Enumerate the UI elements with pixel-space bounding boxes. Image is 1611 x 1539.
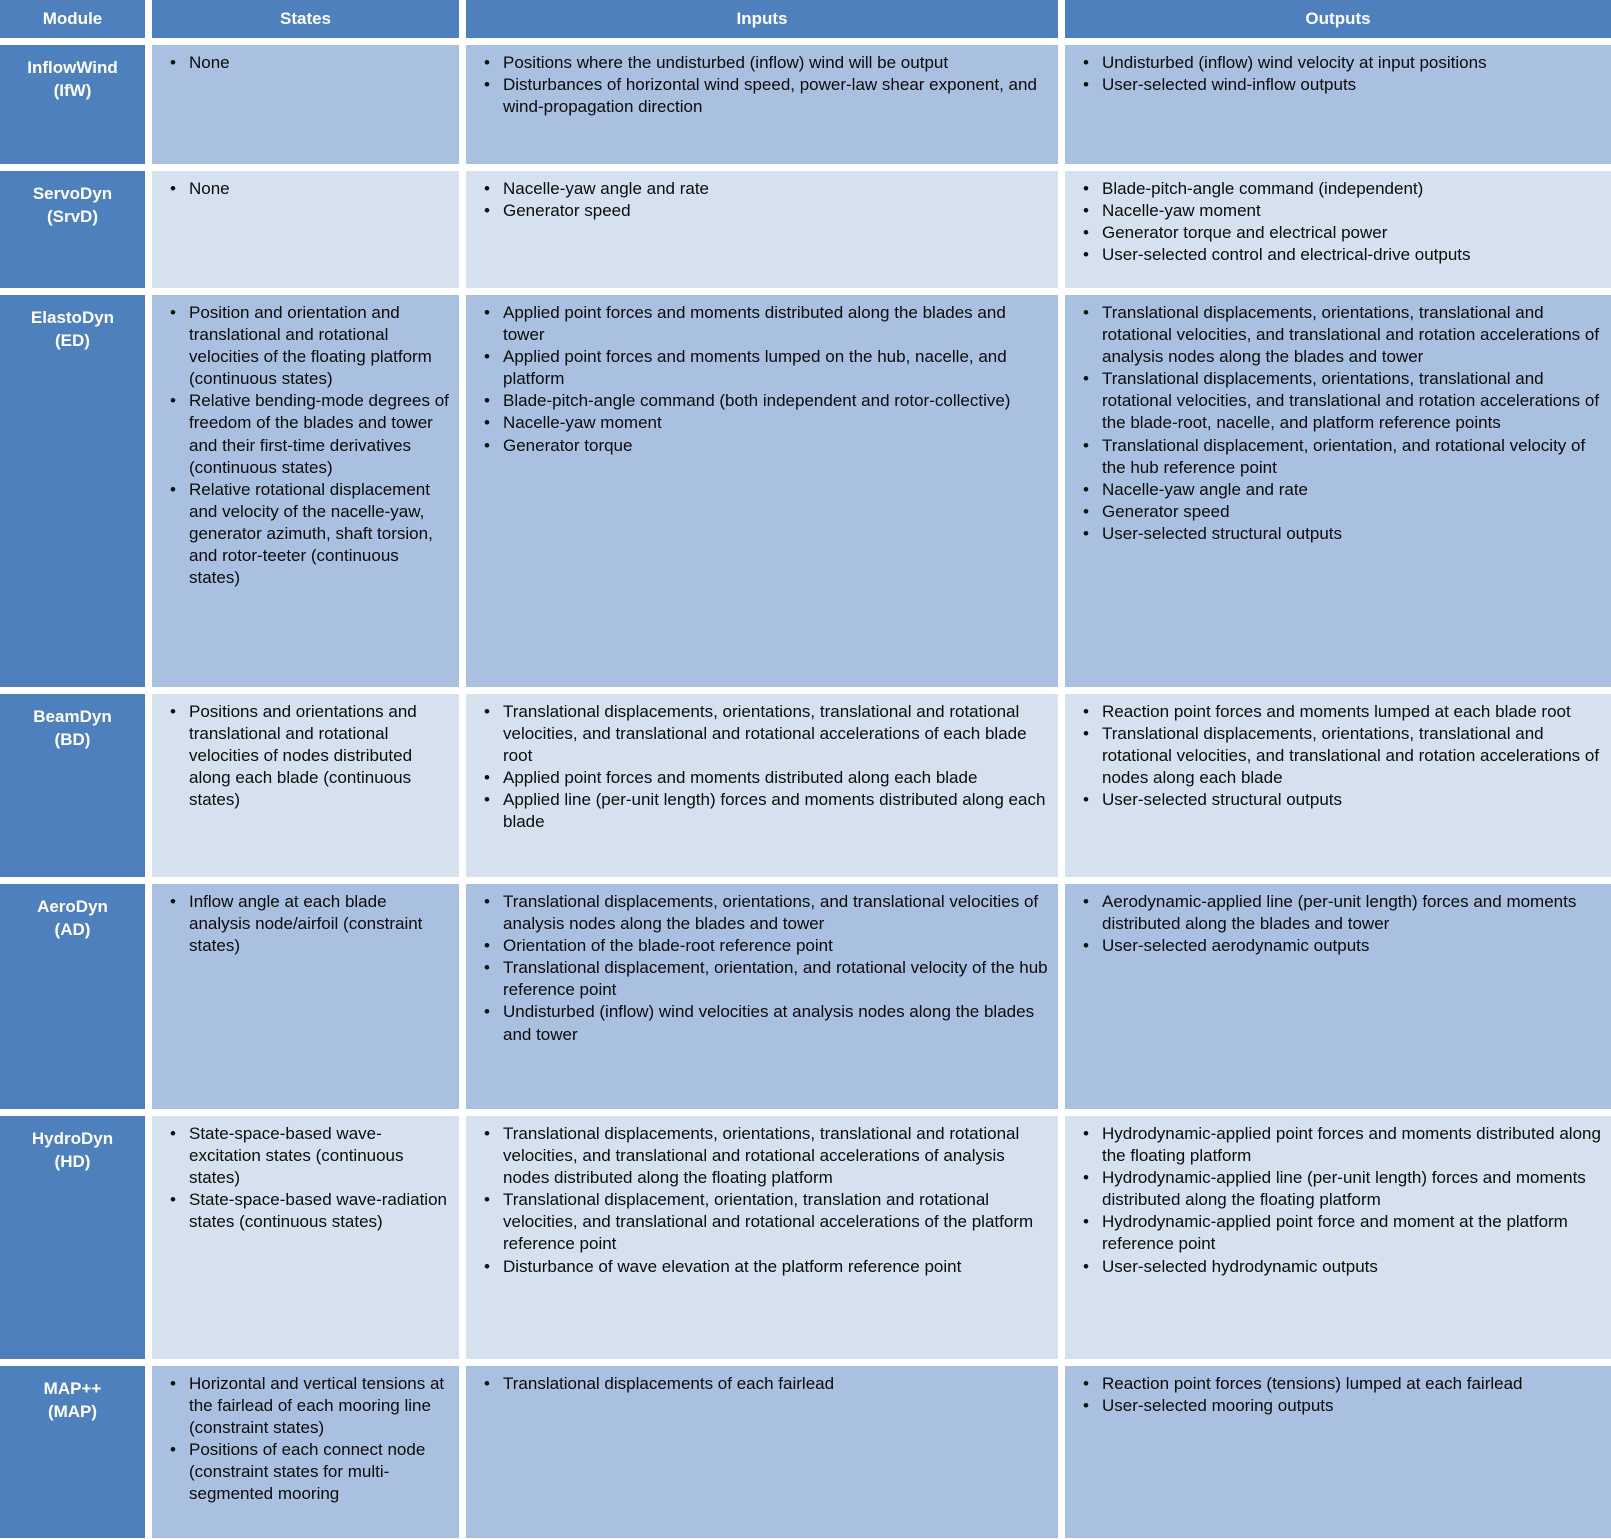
bullet-item: • User-selected mooring outputs <box>1075 1395 1603 1417</box>
bullet-item: • Hydrodynamic-applied point forces and moments distributed along the floating platform <box>1075 1123 1603 1167</box>
bullet-item: • Applied point forces and moments distributed along each blade <box>476 767 1050 789</box>
states-cell <box>152 295 459 687</box>
outputs-list <box>1075 701 1603 811</box>
inputs-list <box>476 178 1050 222</box>
inputs-list <box>476 1123 1050 1278</box>
outputs-cell <box>1065 884 1611 1109</box>
inputs-cell <box>466 295 1058 687</box>
table-row-elastodyn <box>0 295 1611 687</box>
bullet-item: • Nacelle-yaw moment <box>476 412 1050 434</box>
inputs-cell <box>466 884 1058 1109</box>
module-abbr: (HD) <box>54 1151 91 1171</box>
states-cell <box>152 45 459 164</box>
bullet-item: • Undisturbed (inflow) wind velocity at input positions <box>1075 52 1603 74</box>
bullet-item: • Blade-pitch-angle command (both independent and rotor-collective) <box>476 390 1050 412</box>
states-list <box>162 701 451 811</box>
bullet-item: • Positions where the undisturbed (inflow) wind will be output <box>476 52 1050 74</box>
outputs-cell <box>1065 694 1611 877</box>
bullet-item: • User-selected hydrodynamic outputs <box>1075 1256 1603 1278</box>
table-row-servodyn <box>0 171 1611 288</box>
bullet-item: • User-selected control and electrical-drive outputs <box>1075 244 1603 266</box>
bullet-item: • Generator speed <box>1075 501 1603 523</box>
module-abbr: (IfW) <box>53 80 92 100</box>
table-row-beamdyn <box>0 694 1611 877</box>
states-list <box>162 52 451 74</box>
column-header-states: States <box>152 0 459 38</box>
bullet-item: • Translational displacements, orientations, translational and rotational velocities, and translational and rotational accelerations of each blade root <box>476 701 1050 767</box>
states-cell <box>152 694 459 877</box>
inputs-cell <box>466 171 1058 288</box>
outputs-cell <box>1065 45 1611 164</box>
module-name: BeamDyn <box>33 707 112 726</box>
outputs-cell <box>1065 171 1611 288</box>
module-cell <box>0 694 145 877</box>
bullet-item: • State-space-based wave-radiation states (continuous states) <box>162 1189 451 1233</box>
outputs-list <box>1075 178 1603 266</box>
module-cell <box>0 1116 145 1359</box>
module-cell <box>0 884 145 1109</box>
bullet-item: • Applied point forces and moments lumped on the hub, nacelle, and platform <box>476 346 1050 390</box>
module-name: HydroDyn <box>31 1129 114 1148</box>
bullet-item: • Translational displacements, orientations, and translational velocities of analysis nodes along the blades and tower <box>476 891 1050 935</box>
module-name: AeroDyn <box>37 897 108 916</box>
outputs-list <box>1075 1123 1603 1278</box>
bullet-item: • User-selected wind-inflow outputs <box>1075 74 1603 96</box>
bullet-item: • Hydrodynamic-applied point force and moment at the platform reference point <box>1075 1211 1603 1255</box>
bullet-item: • Translational displacements, orientations, translational and rotational velocities, and translational and rotation accelerations of analysis nodes along the blades and tower <box>1075 302 1603 368</box>
bullet-item: • Translational displacements, orientations, translational and rotational velocities, and translational and rotation accelerations of the blade-root, nacelle, and platform reference points <box>1075 368 1603 434</box>
bullet-item: • Translational displacements, orientations, translational and rotational velocities, and translational and rotation accelerations of nodes along each blade <box>1075 723 1603 789</box>
inputs-list <box>476 52 1050 118</box>
bullet-item: • User-selected aerodynamic outputs <box>1075 935 1603 957</box>
bullet-item: • Translational displacement, orientation, and rotational velocity of the hub reference point <box>476 957 1050 1001</box>
bullet-item: • Applied line (per-unit length) forces and moments distributed along each blade <box>476 789 1050 833</box>
bullet-item: • Generator torque and electrical power <box>1075 222 1603 244</box>
module-abbr: (BD) <box>54 729 91 749</box>
bullet-item: • Inflow angle at each blade analysis node/airfoil (constraint states) <box>162 891 451 957</box>
inputs-list <box>476 302 1050 457</box>
outputs-list <box>1075 302 1603 545</box>
outputs-list <box>1075 891 1603 957</box>
bullet-item: • Blade-pitch-angle command (independent) <box>1075 178 1603 200</box>
module-cell <box>0 295 145 687</box>
module-abbr: (SrvD) <box>46 206 98 226</box>
inputs-list <box>476 701 1050 834</box>
bullet-item: • Reaction point forces (tensions) lumped at each fairlead <box>1075 1373 1603 1395</box>
column-header-outputs: Outputs <box>1065 0 1611 38</box>
header-row <box>0 0 1611 38</box>
outputs-cell <box>1065 1116 1611 1359</box>
bullet-item: • Generator speed <box>476 200 1050 222</box>
states-list <box>162 1123 451 1233</box>
column-header-inputs: Inputs <box>466 0 1058 38</box>
states-list <box>162 178 451 200</box>
states-list <box>162 1373 451 1506</box>
bullet-item: • User-selected structural outputs <box>1075 789 1603 811</box>
states-list <box>162 302 451 589</box>
bullet-item: • State-space-based wave-excitation states (continuous states) <box>162 1123 451 1189</box>
bullet-item: • Horizontal and vertical tensions at the fairlead of each mooring line (constraint states) <box>162 1373 451 1439</box>
table-row-inflowwind <box>0 45 1611 164</box>
bullet-item: • Translational displacements, orientations, translational and rotational velocities, and translational and rotational accelerations of analysis nodes distributed along the floating platform <box>476 1123 1050 1189</box>
bullet-item: • Translational displacements of each fairlead <box>476 1373 1050 1395</box>
module-abbr: (AD) <box>54 919 91 939</box>
bullet-item: • None <box>162 178 451 200</box>
module-name: MAP++ <box>43 1379 102 1398</box>
bullet-item: • Positions and orientations and translational and rotational velocities of nodes distributed along each blade (continuous states) <box>162 701 451 811</box>
column-header-module: Module <box>0 0 145 38</box>
bullet-item: • Aerodynamic-applied line (per-unit length) forces and moments distributed along the blades and tower <box>1075 891 1603 935</box>
bullet-item: • Disturbances of horizontal wind speed, power-law shear exponent, and wind-propagation direction <box>476 74 1050 118</box>
states-cell <box>152 884 459 1109</box>
bullet-item: • Relative bending-mode degrees of freedom of the blades and tower and their first-time derivatives (continuous states) <box>162 390 451 478</box>
inputs-cell <box>466 1116 1058 1359</box>
bullet-item: • Applied point forces and moments distributed along the blades and tower <box>476 302 1050 346</box>
bullet-item: • Orientation of the blade-root reference point <box>476 935 1050 957</box>
bullet-item: • Translational displacement, orientation, and rotational velocity of the hub reference point <box>1075 435 1603 479</box>
outputs-list <box>1075 52 1603 96</box>
table-row-hydrodyn <box>0 1116 1611 1359</box>
table-row-map <box>0 1366 1611 1538</box>
inputs-cell <box>466 1366 1058 1538</box>
bullet-item: • Nacelle-yaw moment <box>1075 200 1603 222</box>
module-cell <box>0 1366 145 1538</box>
inputs-list <box>476 891 1050 1046</box>
bullet-item: • Relative rotational displacement and velocity of the nacelle-yaw, generator azimuth, shaft torsion, and rotor-teeter (continuous states) <box>162 479 451 589</box>
bullet-item: • Positions of each connect node (constraint states for multi-segmented mooring <box>162 1439 451 1505</box>
outputs-cell <box>1065 295 1611 687</box>
inputs-cell <box>466 694 1058 877</box>
bullet-item: • Reaction point forces and moments lumped at each blade root <box>1075 701 1603 723</box>
module-name: InflowWind <box>27 58 118 77</box>
module-abbr: (ED) <box>55 330 90 350</box>
bullet-item: • None <box>162 52 451 74</box>
bullet-item: • Nacelle-yaw angle and rate <box>1075 479 1603 501</box>
module-cell <box>0 45 145 164</box>
states-list <box>162 891 451 957</box>
states-cell <box>152 1366 459 1538</box>
bullet-item: • Hydrodynamic-applied line (per-unit length) forces and moments distributed along the floating platform <box>1075 1167 1603 1211</box>
bullet-item: • Disturbance of wave elevation at the platform reference point <box>476 1256 1050 1278</box>
bullet-item: • Position and orientation and translational and rotational velocities of the floating platform (continuous states) <box>162 302 451 390</box>
inputs-cell <box>466 45 1058 164</box>
states-cell <box>152 171 459 288</box>
module-name: ElastoDyn <box>30 308 115 327</box>
bullet-item: • Translational displacement, orientation, translation and rotational velocities, and translational and rotational accelerations of the platform reference point <box>476 1189 1050 1255</box>
bullet-item: • User-selected structural outputs <box>1075 523 1603 545</box>
outputs-cell <box>1065 1366 1611 1538</box>
outputs-list <box>1075 1373 1603 1417</box>
module-abbr: (MAP) <box>47 1401 98 1421</box>
bullet-item: • Undisturbed (inflow) wind velocities at analysis nodes along the blades and tower <box>476 1001 1050 1045</box>
inputs-list <box>476 1373 1050 1395</box>
table-body <box>0 45 1611 1538</box>
bullet-item: • Generator torque <box>476 435 1050 457</box>
bullet-item: • Nacelle-yaw angle and rate <box>476 178 1050 200</box>
table-row-aerodyn <box>0 884 1611 1109</box>
module-cell <box>0 171 145 288</box>
states-cell <box>152 1116 459 1359</box>
module-name: ServoDyn <box>32 184 113 203</box>
